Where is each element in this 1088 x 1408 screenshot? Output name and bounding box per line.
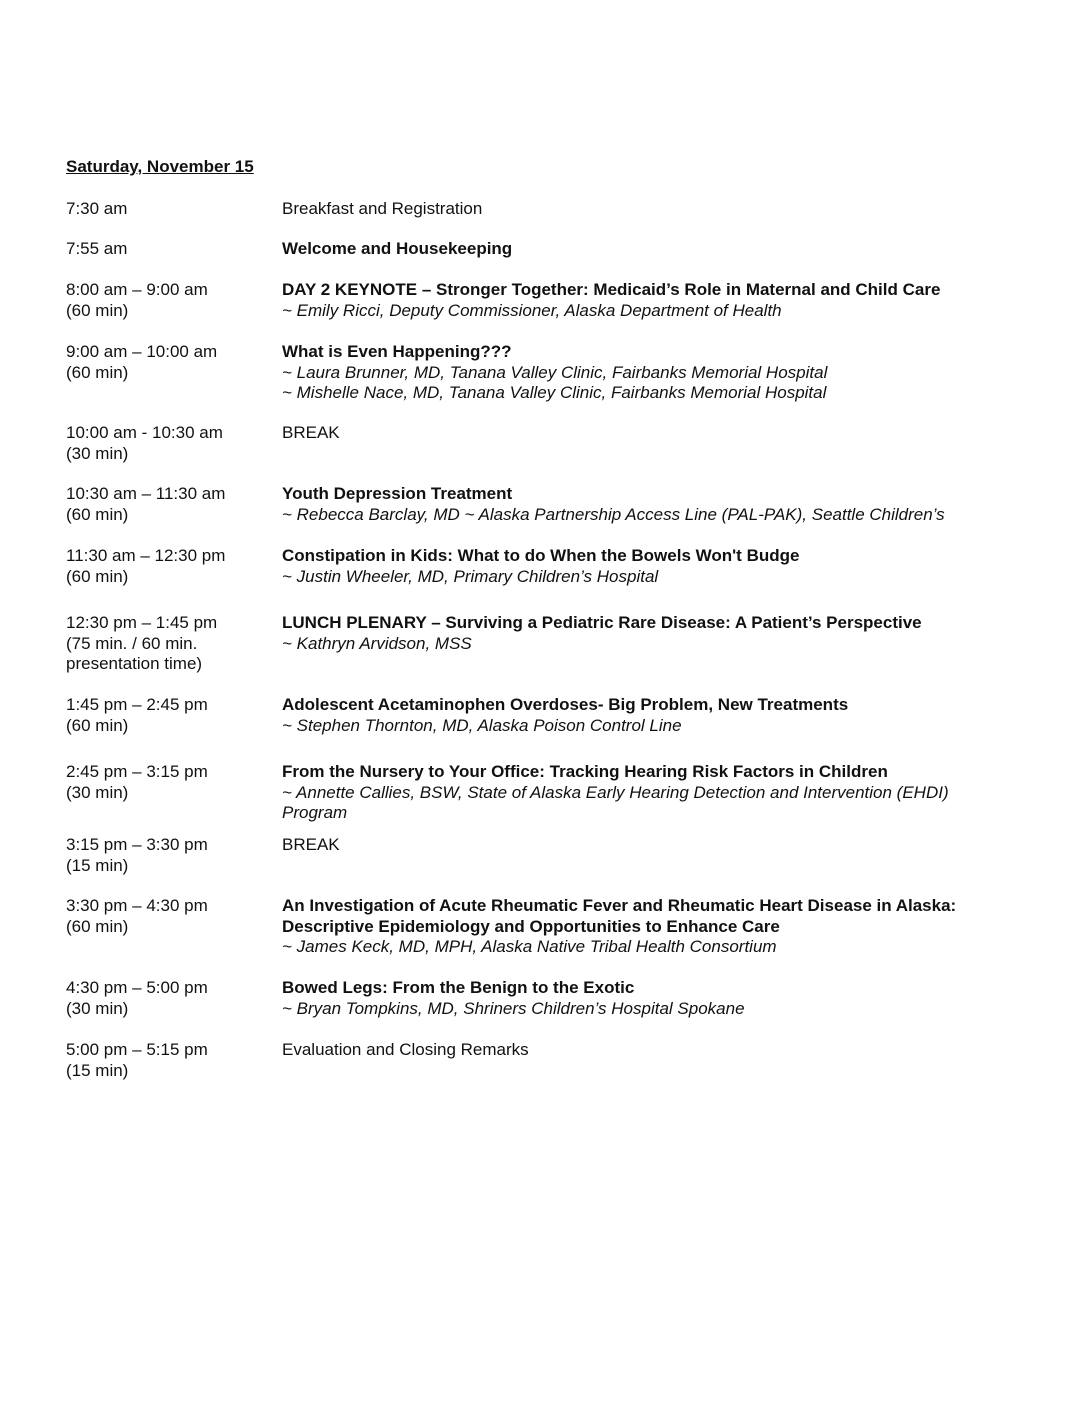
session-time	[66, 199, 282, 220]
session-time	[66, 1040, 282, 1081]
session-time	[66, 239, 282, 260]
session-row	[66, 835, 1006, 876]
session-row	[66, 342, 1006, 404]
session-time	[66, 423, 282, 464]
session-row	[66, 484, 1006, 525]
time-range: 9:00 am – 10:00 am	[66, 342, 218, 361]
session-title: Welcome and Housekeeping	[282, 239, 513, 258]
session-time	[66, 613, 282, 675]
session-time	[66, 546, 282, 587]
session-speaker: ~ Justin Wheeler, MD, Primary Children’s Hospital	[282, 566, 659, 586]
session-speaker: ~ Mishelle Nace, MD, Tanana Valley Clinic, Fairbanks Memorial Hospital	[282, 383, 827, 402]
session-speaker: ~ Kathryn Arvidson, MSS	[282, 633, 472, 653]
duration: (30 min)	[66, 443, 129, 463]
session-details	[282, 484, 1006, 525]
duration: (75 min. / 60 min.	[66, 633, 198, 653]
duration: (15 min)	[66, 855, 129, 875]
time-range: 4:30 pm – 5:00 pm	[66, 978, 208, 997]
session-title: Adolescent Acetaminophen Overdoses- Big Problem, New Treatments	[282, 695, 849, 714]
session-details	[282, 978, 1006, 1019]
session-row	[66, 199, 1006, 220]
time-range: 1:45 pm – 2:45 pm	[66, 695, 208, 714]
time-range: 5:00 pm – 5:15 pm	[66, 1040, 208, 1059]
session-time	[66, 484, 282, 525]
session-speaker: ~ Annette Callies, BSW, State of Alaska Early Hearing Detection and Intervention (EHDI) Program	[282, 782, 949, 822]
session-time	[66, 896, 282, 958]
session-speaker: ~ Laura Brunner, MD, Tanana Valley Clinic, Fairbanks Memorial Hospital	[282, 362, 828, 382]
session-details	[282, 546, 1006, 587]
session-details	[282, 835, 1006, 876]
session-row	[66, 423, 1006, 464]
time-range: 3:15 pm – 3:30 pm	[66, 835, 208, 854]
duration: (60 min)	[66, 566, 129, 586]
time-range: 7:30 am	[66, 199, 128, 218]
session-details	[282, 896, 1006, 958]
session-speaker: ~ Rebecca Barclay, MD ~ Alaska Partnership Access Line (PAL-PAK), Seattle Children’s	[282, 504, 945, 524]
time-range: 3:30 pm – 4:30 pm	[66, 896, 208, 915]
session-speaker: ~ James Keck, MD, MPH, Alaska Native Tribal Health Consortium	[282, 937, 777, 956]
session-speaker: ~ Stephen Thornton, MD, Alaska Poison Control Line	[282, 715, 682, 735]
duration: (60 min)	[66, 715, 129, 735]
schedule-page	[66, 157, 1006, 1080]
duration: (60 min)	[66, 300, 129, 320]
duration: (60 min)	[66, 916, 129, 936]
session-time	[66, 835, 282, 876]
session-title: Youth Depression Treatment	[282, 484, 513, 503]
duration: presentation time)	[66, 654, 203, 673]
session-details	[282, 613, 1006, 675]
session-time	[66, 978, 282, 1019]
session-time	[66, 342, 282, 404]
time-range: 11:30 am – 12:30 pm	[66, 546, 226, 565]
session-details	[282, 1040, 1006, 1081]
session-details	[282, 423, 1006, 464]
duration: (30 min)	[66, 998, 129, 1018]
session-title: What is Even Happening???	[282, 342, 512, 361]
session-row	[66, 546, 1006, 587]
session-row	[66, 1040, 1006, 1081]
session-row	[66, 613, 1006, 675]
duration: (60 min)	[66, 362, 129, 382]
time-range: 10:00 am - 10:30 am	[66, 423, 223, 442]
session-title: Constipation in Kids: What to do When the Bowels Won't Budge	[282, 546, 800, 565]
duration: (60 min)	[66, 504, 129, 524]
session-row	[66, 762, 1006, 824]
session-time	[66, 762, 282, 824]
session-title: An Investigation of Acute Rheumatic Fever and Rheumatic Heart Disease in Alaska: Descriptive Epidemiology and Opportunities to Enhance Care	[282, 896, 957, 936]
session-title: LUNCH PLENARY – Surviving a Pediatric Rare Disease: A Patient’s Perspective	[282, 613, 922, 632]
duration: (30 min)	[66, 782, 129, 802]
session-row	[66, 695, 1006, 736]
session-title: Breakfast and Registration	[282, 199, 483, 218]
session-title: BREAK	[282, 423, 340, 442]
duration: (15 min)	[66, 1060, 129, 1080]
session-title: Bowed Legs: From the Benign to the Exotic	[282, 978, 635, 997]
session-time	[66, 280, 282, 321]
time-range: 7:55 am	[66, 239, 128, 258]
session-details	[282, 239, 1006, 260]
session-title: From the Nursery to Your Office: Tracking Hearing Risk Factors in Children	[282, 762, 888, 781]
time-range: 12:30 pm – 1:45 pm	[66, 613, 218, 632]
time-range: 10:30 am – 11:30 am	[66, 484, 226, 503]
session-title: BREAK	[282, 835, 340, 854]
session-details	[282, 199, 1006, 220]
session-title: Evaluation and Closing Remarks	[282, 1040, 529, 1059]
session-title: DAY 2 KEYNOTE – Stronger Together: Medicaid’s Role in Maternal and Child Care	[282, 280, 941, 299]
session-details	[282, 762, 1006, 824]
time-range: 2:45 pm – 3:15 pm	[66, 762, 208, 781]
session-row	[66, 239, 1006, 260]
day-heading: Saturday, November 15	[66, 157, 254, 176]
session-row	[66, 978, 1006, 1019]
session-speaker: ~ Emily Ricci, Deputy Commissioner, Alaska Department of Health	[282, 300, 782, 320]
session-details	[282, 695, 1006, 736]
session-row	[66, 896, 1006, 958]
session-speaker: ~ Bryan Tompkins, MD, Shriners Children’s Hospital Spokane	[282, 998, 745, 1018]
session-row	[66, 280, 1006, 321]
session-time	[66, 695, 282, 736]
time-range: 8:00 am – 9:00 am	[66, 280, 208, 299]
session-details	[282, 342, 1006, 404]
session-details	[282, 280, 1006, 321]
